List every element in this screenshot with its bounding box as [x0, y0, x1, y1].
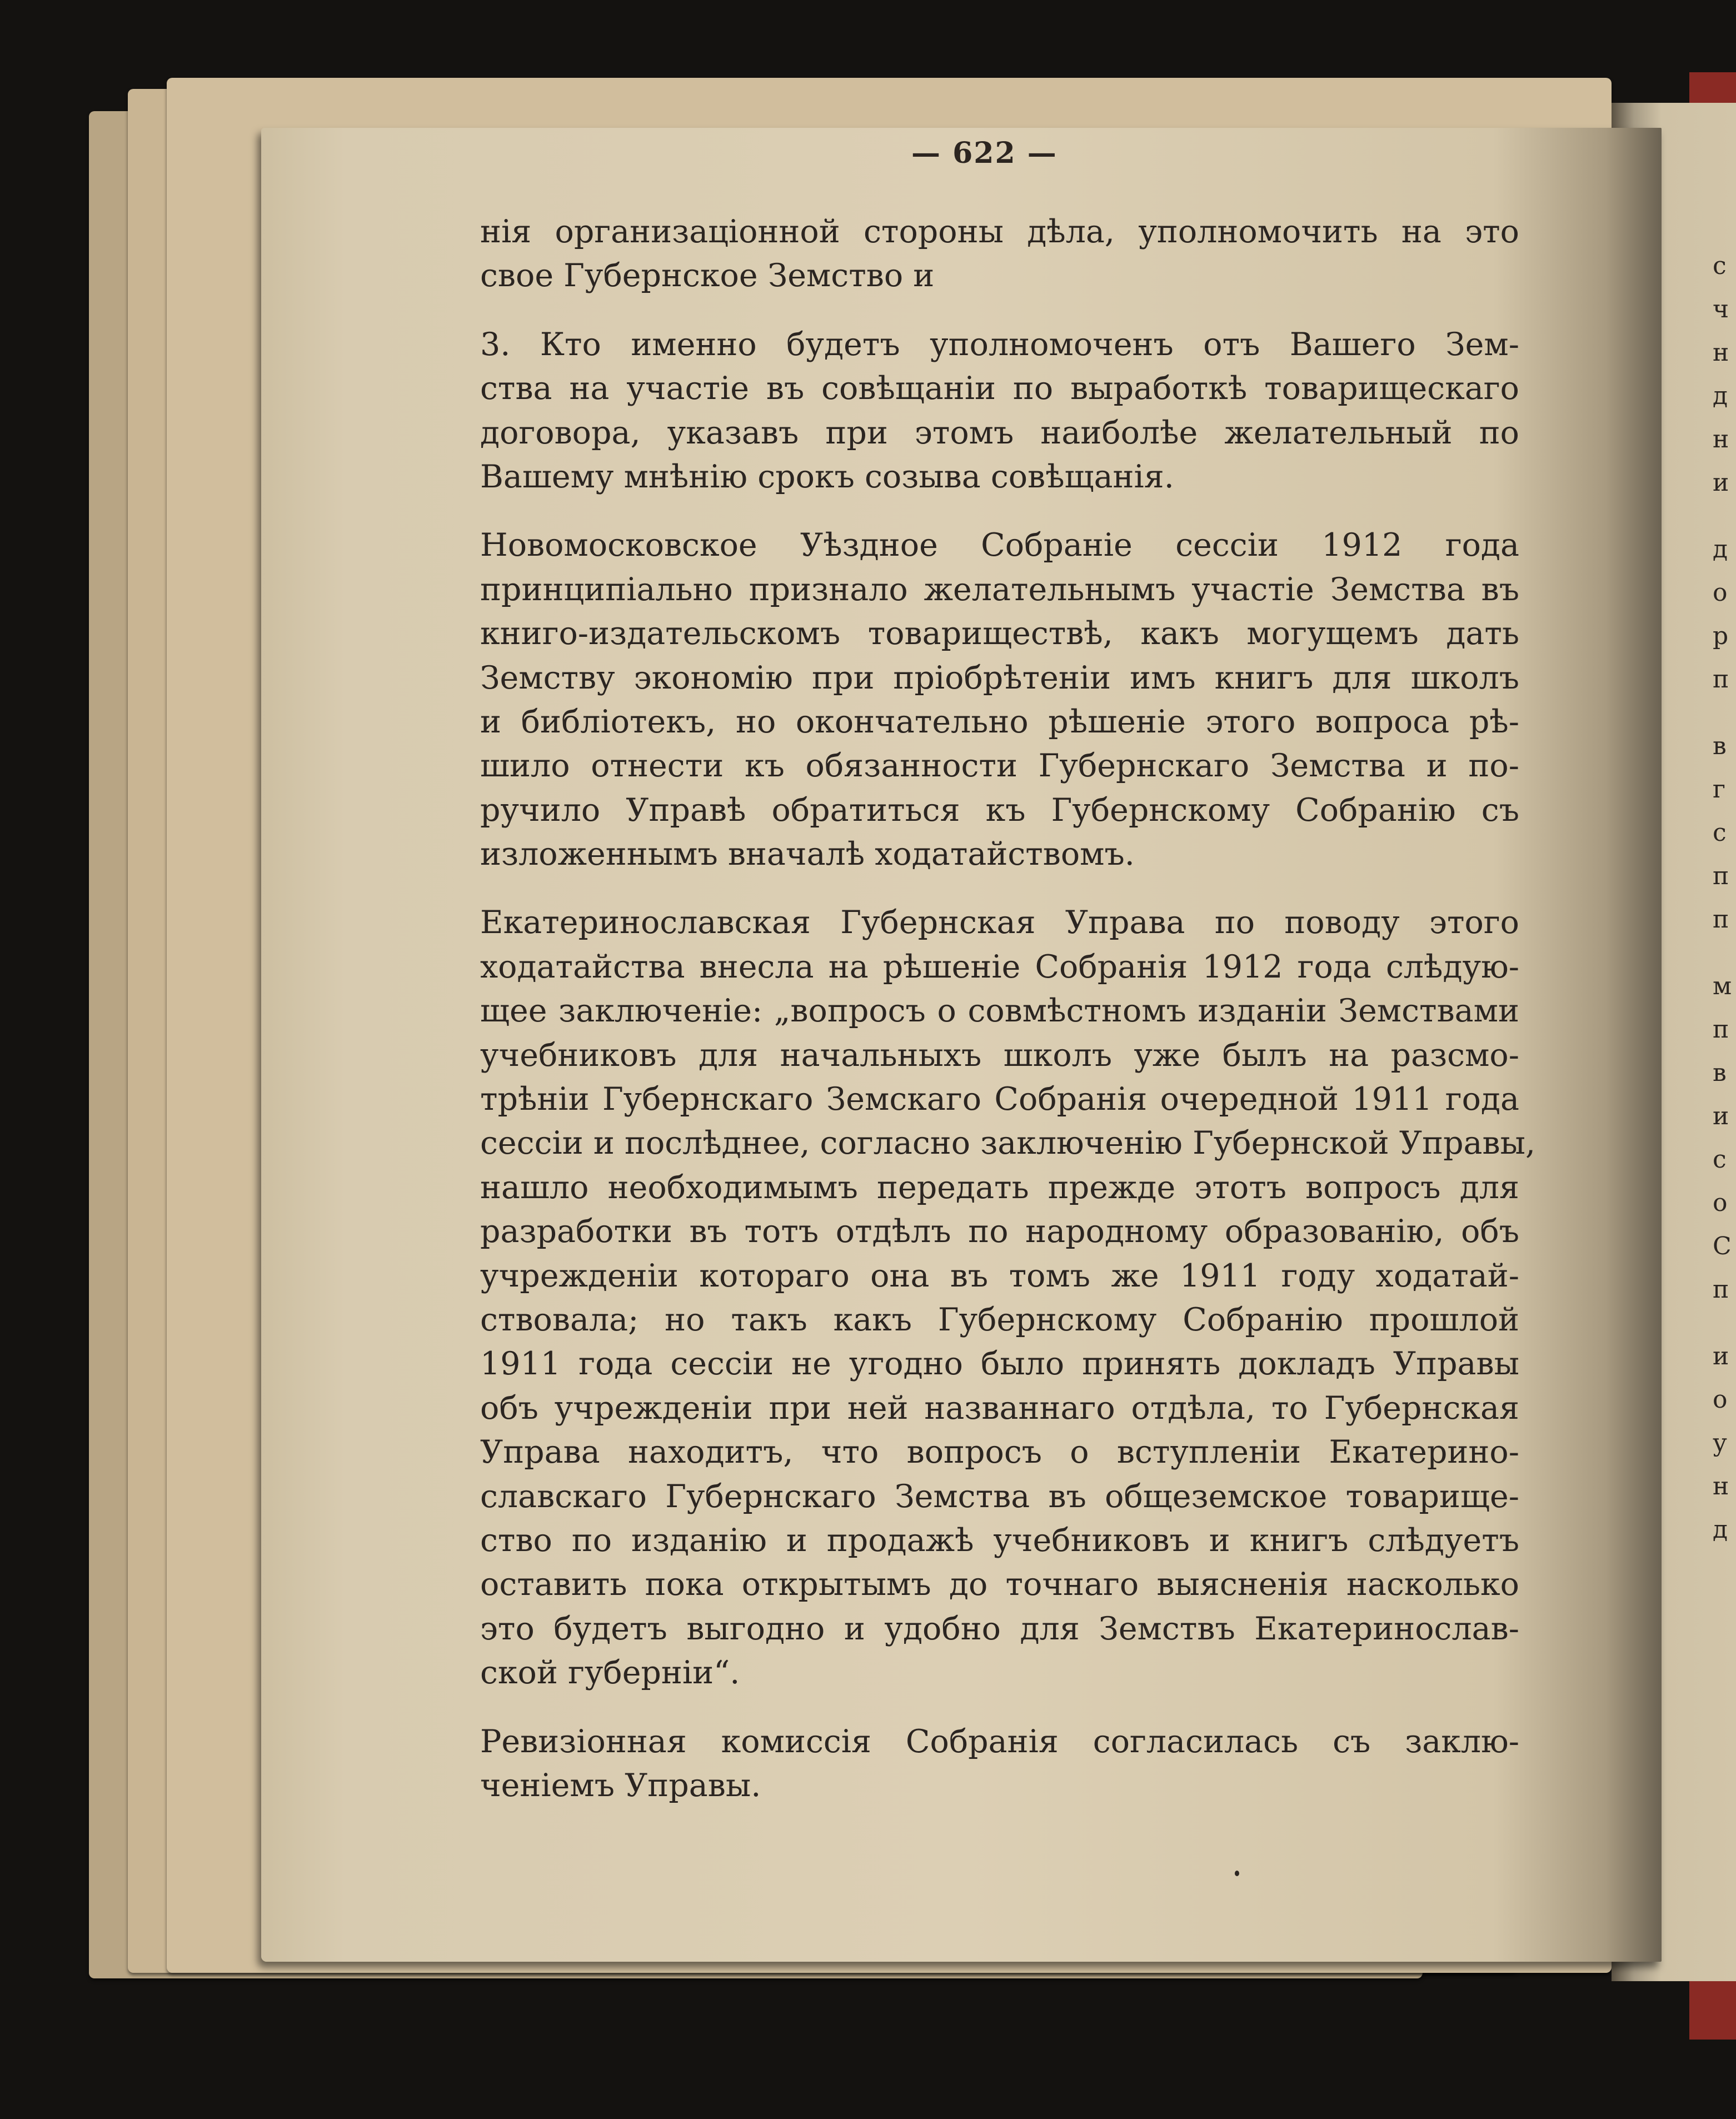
text-line: 3. Кто именно будетъ уполномоченъ отъ Вашего Зем- [480, 326, 1519, 363]
edge-letter: с [1713, 252, 1727, 280]
text-line: принципіально признало желательнымъ участіе Земства въ [480, 571, 1519, 608]
edge-letter: м [1713, 972, 1732, 1000]
text-line: трѣніи Губернскаго Земскаго Собранія очередной 1911 года [480, 1081, 1519, 1118]
edge-letter: о [1713, 1385, 1728, 1414]
text-line: разработки въ тотъ отдѣлъ по народному образованію, объ [480, 1213, 1519, 1250]
edge-letter: н [1713, 1472, 1729, 1500]
text-line: ства на участіе въ совѣщаніи по выработкѣ товарищескаго [480, 370, 1519, 407]
text-line: Земству экономію при пріобрѣтеніи имъ книгъ для школъ [480, 659, 1519, 696]
text-line: сессіи и послѣднее, согласно заключенію Губернской Управы, [480, 1125, 1536, 1162]
text-line: учрежденіи котораго она въ томъ же 1911 году ходатай- [480, 1257, 1519, 1294]
text-line: ствовала; но такъ какъ Губернскому Собранію прошлой [480, 1301, 1519, 1338]
text-line: ство по изданію и продажѣ учебниковъ и книгъ слѣдуетъ [480, 1522, 1519, 1559]
text-line: славскаго Губернскаго Земства въ общеземское товарище- [480, 1478, 1519, 1515]
text-line: щее заключеніе: „вопросъ о совмѣстномъ изданіи Земствами [480, 993, 1519, 1030]
edge-letter: о [1713, 1189, 1728, 1217]
page-number: — 622 — [911, 136, 1057, 170]
text-line: свое Губернское Земство и [480, 257, 935, 295]
text-line: ходатайства внесла на рѣшеніе Собранія 1912 года слѣдую- [480, 948, 1519, 985]
text-line: Ревизіонная комиссія Собранія согласилась съ заклю- [480, 1723, 1519, 1760]
text-line: изложеннымъ вначалѣ ходатайствомъ. [480, 836, 1135, 873]
text-line: и библіотекъ, но окончательно рѣшеніе этого вопроса рѣ- [480, 703, 1519, 740]
text-line: ручило Управѣ обратиться къ Губернскому Собранію съ [480, 791, 1519, 829]
text-line: Новомосковское Уѣздное Собраніе сессіи 1912 года [480, 527, 1519, 564]
text-line: ской губерніи“. [480, 1654, 740, 1692]
text-line: 1911 года сессіи не угодно было принять докладъ Управы [480, 1345, 1519, 1383]
text-line: объ учрежденіи при ней названнаго отдѣла, то Губернская [480, 1389, 1519, 1427]
edge-letter: н [1713, 425, 1729, 453]
edge-letter: г [1713, 775, 1726, 804]
text-line: договора, указавъ при этомъ наиболѣе желательный по [480, 414, 1519, 451]
edge-letter: п [1713, 905, 1729, 934]
edge-letter: с [1713, 1145, 1727, 1174]
edge-letter: о [1713, 579, 1728, 607]
text-line: оставить пока открытымъ до точнаго выясненія насколько [480, 1566, 1519, 1603]
edge-letter: д [1713, 535, 1728, 564]
edge-letter: д [1713, 1515, 1728, 1544]
text-line: Вашему мнѣнію срокъ созыва совѣщанія. [480, 458, 1174, 495]
edge-letter: и [1713, 1342, 1729, 1370]
edge-letter: ч [1713, 295, 1729, 323]
text-line: ченіемъ Управы. [480, 1767, 761, 1804]
text-line: Управа находитъ, что вопросъ о вступленіи Екатерино- [480, 1434, 1519, 1471]
facing-page-edge-letters [1713, 245, 1736, 1552]
edge-letter: и [1713, 1102, 1729, 1130]
text-line: нія организаціонной стороны дѣла, уполномочить на это [480, 213, 1519, 250]
edge-letter: С [1713, 1232, 1732, 1260]
text-line: шило отнести къ обязанности Губернскаго Земства и по- [480, 747, 1519, 785]
text-line: это будетъ выгодно и удобно для Земствъ Екатеринослав- [480, 1610, 1519, 1647]
edge-letter: и [1713, 468, 1729, 497]
text-line: учебниковъ для начальныхъ школъ уже былъ на разсмо- [480, 1036, 1519, 1074]
edge-letter: с [1713, 819, 1727, 847]
edge-letter: п [1713, 665, 1729, 694]
edge-letter: н [1713, 338, 1729, 367]
text-line: нашло необходимымъ передать прежде этотъ вопросъ для [480, 1169, 1519, 1206]
edge-letter: д [1713, 382, 1728, 410]
edge-letter: п [1713, 1275, 1729, 1304]
edge-letter: п [1713, 862, 1729, 890]
text-line: книго-издательскомъ товариществѣ, какъ могущемъ дать [480, 615, 1519, 652]
edge-letter: р [1713, 622, 1729, 650]
edge-letter: в [1713, 732, 1727, 760]
ink-speck [1235, 1871, 1239, 1876]
edge-letter: у [1713, 1429, 1727, 1457]
edge-letter: в [1713, 1059, 1727, 1087]
edge-letter: п [1713, 1015, 1729, 1044]
body-text [480, 210, 1536, 1808]
text-line: Екатеринославская Губернская Управа по поводу этого [480, 904, 1519, 941]
